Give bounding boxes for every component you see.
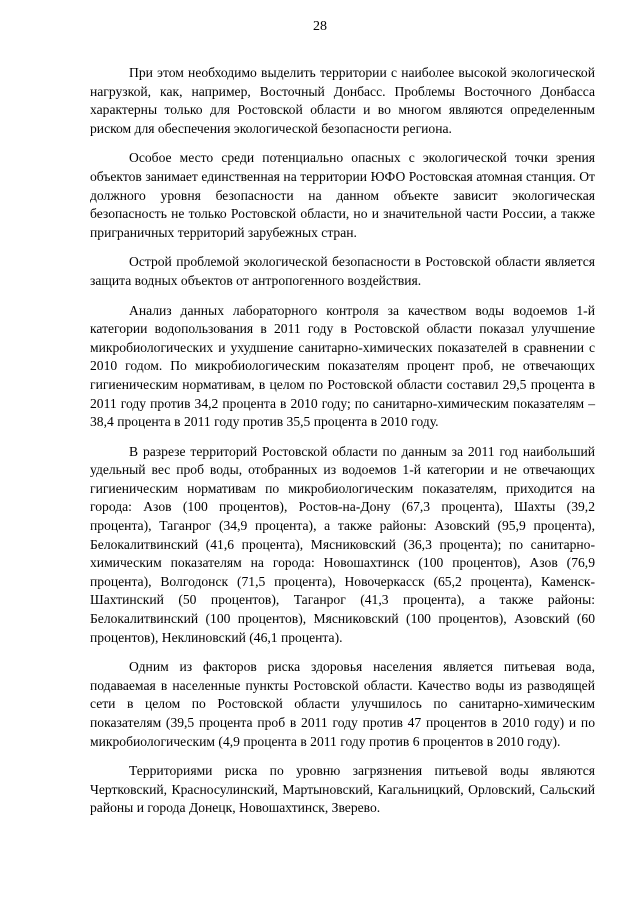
paragraph-territories: В разрезе территорий Ростовской области по данным за 2011 год наибольший удельный вес проб воды, отобранных из водоемов 1-й категории и не отвечающих гигиеническим нормативам по микробиологическим показателям, приходится на города: Азов (100 процентов), Ростов-на-Дону (67,3 процента), Шахты (39,2 процента), Таганрог (34,9 процента), а также районы: Азовский (95,9 процента), Белокалитвинский (41,6 процента), Мясниковский (36,3 процента); по санитарно-химическим показателям на города: Новошахтинск (100 процентов), Азов (76,9 процента), Волгодонск (71,5 процента), Новочеркасск (65,2 процента), Каменск-Шахтинский (50 процентов), Таганрог (41,3 процента), а также районы: Белокалитвинский (100 процентов), Мясниковский (100 процентов), Азовский (60 процентов), Неклиновский (46,1 процента). [90,443,595,645]
paragraph-risk-territories: Территориями риска по уровню загрязнения питьевой воды являются Чертковский, Красносулинский, Мартыновский, Кагальницкий, Орловский, Сальский районы и города Донецк, Новошахтинск, Зверево. [90,763,595,816]
paragraph-eastern-donbass: При этом необходимо выделить территории с наиболее высокой экологической нагрузкой, как, например, Восточный Донбасс. Проблемы Восточного Донбасса характерны только для Ростовской области и во многом являются определенным риском для обеспечения экологической безопасности региона. [90,65,595,136]
paragraph-nuclear-plant: Особое место среди потенциально опасных с экологической точки зрения объектов занимает единственная на территории ЮФО Ростовская атомная станция. От должного уровня безопасности на данном объекте зависит экологическая безопасность не только Ростовской области, но и значительной части России, а также приграничных территорий зарубежных стран. [90,150,595,240]
paragraph-drinking-water: Одним из факторов риска здоровья населения является питьевая вода, подаваемая в населенные пункты Ростовской области. Качество воды из разводящей сети в целом по Ростовской области улучшилось по санитарно-химическим показателям (39,5 процента проб в 2011 году против 47 процентов в 2010 году) и по микробиологическим (4,9 процента в 2011 году против 6 процентов в 2010 году). [90,659,595,749]
page-number: 28 [313,19,327,34]
document-body [90,64,595,829]
paragraph-lab-analysis: Анализ данных лабораторного контроля за качеством воды водоемов 1-й категории водопользования в 2011 году в Ростовской области показал улучшение микробиологических и ухудшение санитарно-химических показателей в сравнении с 2010 годом. По микробиологическим показателям процент проб, не отвечающих гигиеническим нормативам, в целом по Ростовской области составил 29,5 процента в 2011 году против 34,2 процента в 2010 году; по санитарно-химическим показателям – 38,4 процента в 2011 году против 35,5 процента в 2010 году. [90,302,595,430]
paragraph-water-protection: Острой проблемой экологической безопасности в Ростовской области является защита водных объектов от антропогенного воздействия. [90,254,595,288]
